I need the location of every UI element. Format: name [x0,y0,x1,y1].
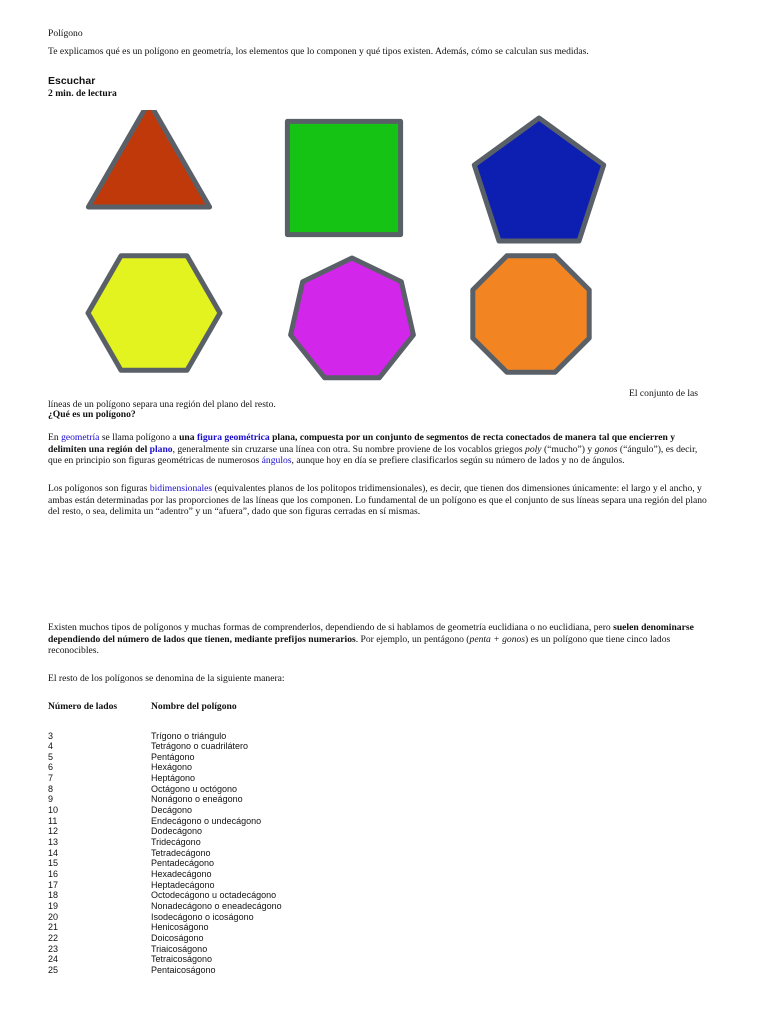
italic-span: penta + gonos [469,633,526,645]
listen-button[interactable]: Escuchar [48,75,96,87]
figure-caption-end: El conjunto de las [629,388,699,399]
text-span: Los polígonos son figuras [48,483,150,494]
sides-count: 10 [48,805,59,816]
table-row [48,752,448,762]
sides-count: 5 [48,751,54,762]
table-row [48,944,448,954]
sides-count: 16 [48,868,59,879]
table-row [48,965,448,975]
sides-count: 8 [48,783,54,794]
table-row [48,848,448,858]
table-row [48,784,448,794]
polygon-name: Tetrágono o cuadrilátero [151,741,249,752]
polygon-name: Tetraicoságono [151,954,213,965]
table-row [48,901,448,911]
square-shape [287,121,400,234]
text-span: (“ángulo”), es decir, que en principio son figuras geométricas de numerosos [48,443,698,467]
table-row [48,762,448,772]
reading-time: 2 min. de lectura [48,88,117,99]
table-row [48,869,448,879]
sides-count: 22 [48,932,59,943]
figure-caption: líneas de un polígono separa una región del plano del resto. [48,399,276,410]
table-row [48,858,448,868]
table-row [48,826,448,836]
triangle-shape [88,110,209,207]
polygon-name: Tridecágono [151,837,201,847]
table-row [48,922,448,932]
heptagon-shape [291,258,414,378]
polygons-figure [70,110,660,385]
italic-span: poly [525,443,542,455]
polygons-illustration [70,110,660,385]
text-span: (“mucho”) y [541,443,595,455]
sides-count: 6 [48,762,54,773]
table-row [48,890,448,900]
bold-span: plana, compuesta por un conjunto de segmentos de recta conectados de manera tal que encierren y delimiten una región del [48,432,676,455]
table-header-sides: Número de lados [48,701,118,712]
definition-paragraph [48,432,708,467]
polygon-name: Heptágono [151,773,196,784]
link-bidimensionales[interactable]: bidimensionales [149,483,213,494]
sides-count: 25 [48,964,59,975]
sides-count: 11 [48,815,58,826]
link-angulos[interactable]: ángulos [261,455,292,467]
polygon-name: Nonadecágono o eneadecágono [151,900,282,911]
sides-count: 24 [48,954,59,965]
sides-count: 15 [48,858,59,869]
text-span: (equivalentes planos de los politopos tridimensionales), es decir, que tienen dos dimensiones únicamente: el largo y el ancho, y ambas están determinadas por las proporciones de las líneas que los componen. Lo fundamental de un polígono es que el conjunto de sus líneas separa una región del plano del resto, o sea, delimita un “adentro” y un “afuera”, dado que son figuras cerradas en sí mismas. [48,483,707,518]
text-span: se llama polígono a [99,432,180,443]
bold-span: una [179,432,197,443]
table-header-name: Nombre del polígono [151,701,237,712]
text-span: ) es un polígono que tiene cinco lados reconocibles. [48,633,671,657]
polygon-name: Trígono o triángulo [151,730,227,741]
table-row [48,837,448,847]
polygon-name: Pentadecágono [151,858,215,869]
sides-count: 20 [48,911,59,922]
types-paragraph [48,622,708,657]
page-title: Polígono [48,28,83,39]
table-row [48,816,448,826]
text-span: , generalmente sin cruzarse una línea con otra. Su nombre proviene de los vocablos griegos [172,443,526,455]
polygon-name: Nonágono o eneágono [151,794,243,805]
sides-count: 13 [48,837,59,847]
sides-count: 17 [48,879,59,890]
polygon-name: Dodecágono [151,826,203,837]
polygon-name: Pentágono [151,751,195,762]
polygon-name: Triaicoságono [151,943,208,954]
octagon-shape [473,256,589,372]
table-row [48,731,448,741]
table-row [48,805,448,815]
table-row [48,933,448,943]
table-intro: El resto de los polígonos se denomina de la siguiente manera: [48,673,285,684]
sides-count: 7 [48,773,54,784]
link-plano[interactable]: plano [149,443,173,455]
table-row [48,773,448,783]
sides-count: 3 [48,730,54,741]
polygon-name: Heptadecágono [151,879,215,890]
polygon-name: Henicoságono [151,922,209,933]
polygon-name: Octodecágono u octadecágono [151,890,277,901]
sides-count: 14 [48,847,59,858]
text-span: Existen muchos tipos de polígonos y muchas formas de comprenderlos, dependiendo de si hablamos de geometría euclidiana o no euclidiana, pero [48,622,614,633]
link-figura-geometrica[interactable]: figura geométrica [196,432,270,443]
polygon-name: Endecágono o undecágono [151,815,262,826]
text-span: , aunque hoy en día se prefiere clasificarlos según su número de lados y no de ángulos. [291,455,625,467]
table-row [48,880,448,890]
link-geometria[interactable]: geometría [61,432,100,443]
bold-span: suelen denominarse dependiendo del número de lados que tienen, mediante prefijos numerarios [48,622,694,645]
polygon-name: Pentaicoságono [151,964,216,975]
table-row [48,912,448,922]
sides-count: 12 [48,826,59,837]
section-heading: ¿Qué es un polígono? [48,409,136,420]
pentagon-shape [474,118,603,241]
sides-count: 23 [48,943,59,954]
polygon-name: Isodecágono o icoságono [151,911,254,922]
polygon-name: Hexágono [151,762,193,773]
text-span: . Por ejemplo, un pentágono ( [355,633,470,645]
polygon-name: Decágono [151,805,193,816]
sides-count: 4 [48,741,54,752]
table-row [48,954,448,964]
sides-count: 19 [48,900,59,911]
sides-count: 18 [48,890,59,901]
sides-count: 9 [48,794,54,805]
polygon-name: Hexadecágono [151,868,212,879]
hexagon-shape [88,256,220,370]
polygon-name: Tetradecágono [151,847,211,858]
table-row [48,794,448,804]
text-span: En [48,432,62,443]
italic-span: gonos [594,443,618,455]
lead-paragraph: Te explicamos qué es un polígono en geometría, los elementos que lo componen y qué tipos existen. Además, cómo se calculan sus medidas. [48,46,589,57]
polygon-name: Doicoságono [151,932,204,943]
dimensions-paragraph [48,483,708,518]
table-row [48,741,448,751]
sides-count: 21 [48,922,59,933]
polygon-name: Octágono u octógono [151,783,238,794]
